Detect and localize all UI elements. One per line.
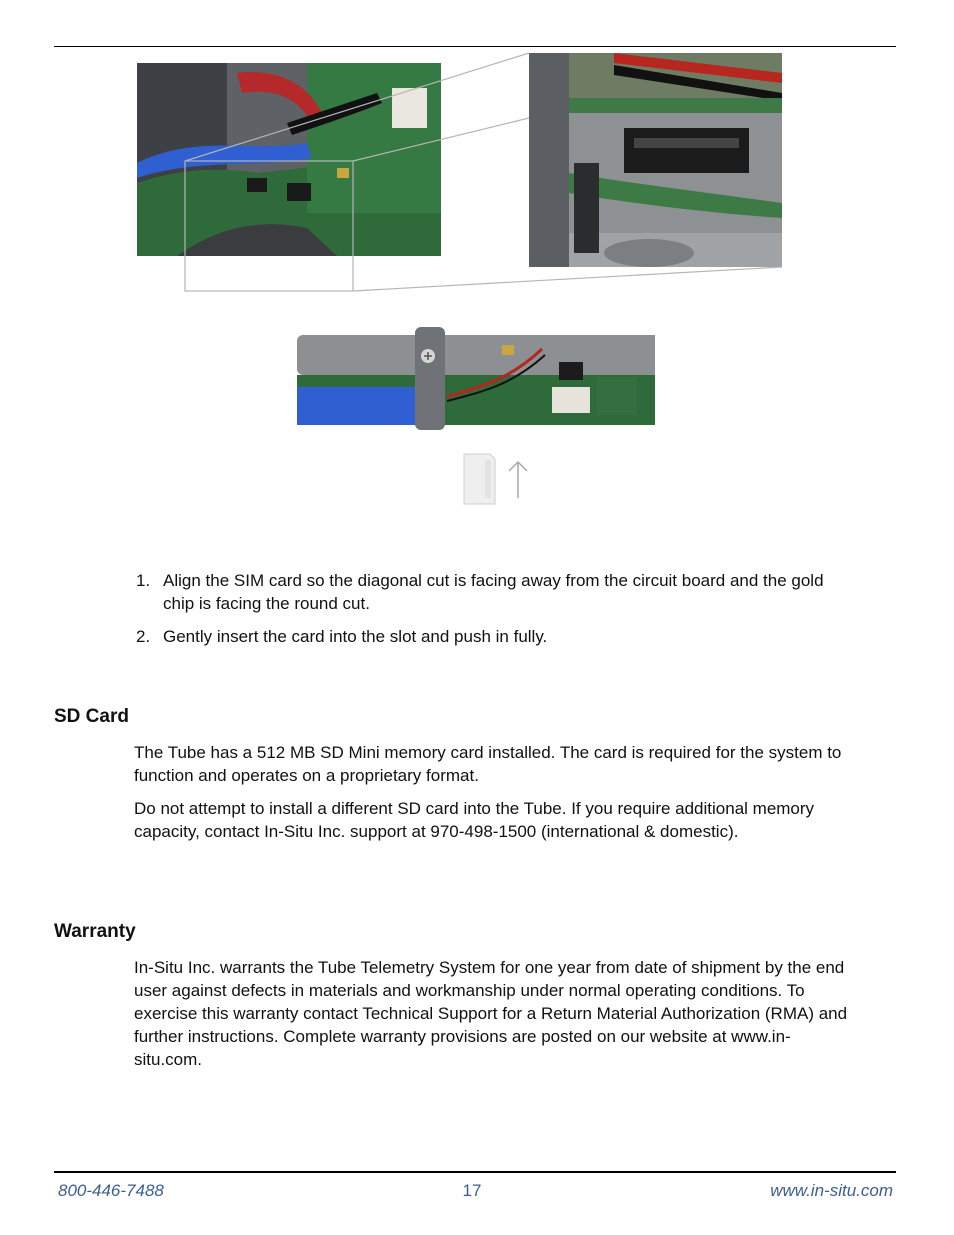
step-number: 2. bbox=[136, 627, 151, 646]
warranty-paragraph: In-Situ Inc. warrants the Tube Telemetry System for one year from date of shipment by the end user against defects in materials and workmanship under normal operating conditions. To exercise this warranty contact Technical Support for a Return Material Authorization (RMA) and further instructions. Complete warranty provisions are posted on our website at www.in-situ.com. bbox=[134, 958, 848, 1069]
footer-website[interactable]: www.in-situ.com bbox=[770, 1181, 893, 1200]
sim-card-icon bbox=[462, 452, 496, 506]
sd-card-paragraph: Do not attempt to install a different SD card into the Tube. If you require additional memory capacity, contact In-Situ Inc. support at 970-498-1500 (international & domestic). bbox=[134, 799, 815, 841]
footer-rule bbox=[54, 1171, 896, 1173]
step-item bbox=[136, 569, 856, 615]
step-text: Align the SIM card so the diagonal cut is facing away from the circuit board and the gold chip is facing the round cut. bbox=[163, 571, 824, 613]
up-arrow-icon bbox=[506, 460, 530, 500]
step-text: Gently insert the card into the slot and push in fully. bbox=[163, 627, 548, 646]
zoom-callout-lines bbox=[0, 0, 954, 300]
sd-card-heading: SD Card bbox=[54, 706, 129, 727]
footer-phone: 800-446-7488 bbox=[58, 1181, 164, 1200]
footer-page-number: 17 bbox=[462, 1181, 482, 1200]
sd-card-paragraph: The Tube has a 512 MB SD Mini memory card installed. The card is required for the system to function and operates on a proprietary format. bbox=[134, 743, 842, 785]
step-item bbox=[136, 625, 856, 648]
step-number: 1. bbox=[136, 571, 151, 590]
sim-install-steps bbox=[136, 569, 856, 658]
warranty-heading: Warranty bbox=[54, 921, 136, 942]
insert-photo bbox=[297, 327, 655, 430]
